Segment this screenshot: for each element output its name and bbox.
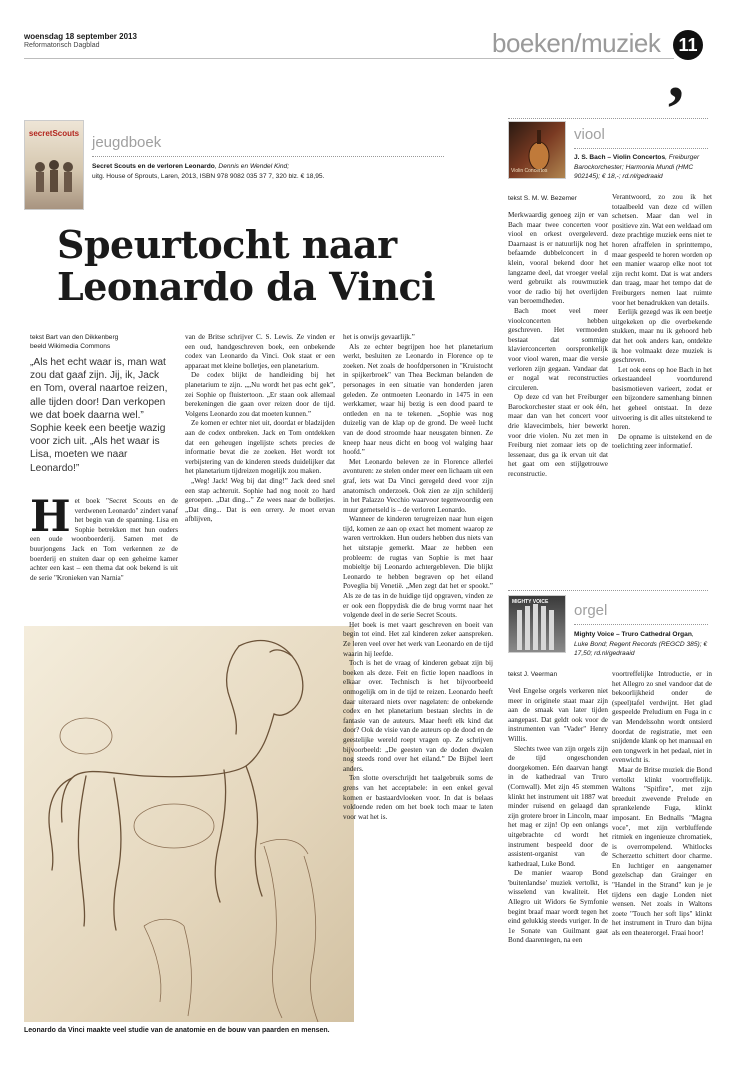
book-info-authors: , Dennis en Wendel Kind; bbox=[214, 163, 290, 170]
viool-section-label: viool bbox=[574, 126, 605, 143]
orgel-divider bbox=[574, 624, 708, 625]
book-section-label: jeugdboek bbox=[92, 134, 162, 151]
orgel-top-divider bbox=[508, 590, 708, 591]
paragraph: Toch is het de vraag of kinderen gebaat zijn bij boeken als deze. Feit en fictie lopen naadloos in elkaar over. Technisch is het bijvoorbeeld onmogelijk om in de tijd te reizen. Leonardo heeft daar uiteraard niets over nagelaten: de onbekende codex en het planetarium bestaan slechts in de fantasie van de auteurs. Maar heeft elk kind dat door? Ook de visie van de auteurs op de dood en de geestelijke wereld roept vragen op. Ze schrijven bijvoorbeeld: „De geesten van de doden dwalen nog steeds rond over het eiland.” De Bijbel leert anders. bbox=[343, 659, 493, 773]
pull-quote: „Als het echt waar is, man wat zou dat gaaf zijn. Jij, ik, Jack en Tom, overal naartoe reizen, alle tijden door! Dan verkopen we dat boek daarna wel.” Sophie keek een beetje wazig voor zich uit. „Als het waar is Lisa, moeten we naar Leonardo!” bbox=[30, 357, 168, 474]
paragraph: De manier waarop Bond 'buitenlandse' muziek vertolkt, is wisselend van kwaliteit. Het Allegro uit Widors 6e Symfonie begint braaf maar wordt tegen het eind gelukkig steeds vuriger. In de 1e Sonate van Guilmant gaat Bond daarentegen, na een bbox=[508, 869, 608, 945]
orgel-cd-title: MIGHTY VOICE bbox=[512, 599, 549, 605]
orgel-byline: tekst J. Veerman bbox=[508, 671, 558, 678]
section-title: boeken/muziek bbox=[492, 28, 661, 58]
book-column-3 bbox=[343, 333, 493, 822]
page-number-badge: 11 bbox=[673, 30, 703, 60]
byline-image: beeld Wikimedia Commons bbox=[30, 343, 111, 350]
book-column-2 bbox=[185, 333, 335, 525]
viool-info-rest: , Freiburger Barockorchester; Harmonia Mundi (HMC 902145); € 18,-; rd.nl/gedraaid bbox=[574, 154, 700, 180]
paragraph: Veel Engelse orgels verkeren niet meer in originele staat maar zijn aan de smaak van later tijden aangepast. Dat geldt ook voor de instrumenten van "Vader" Henry Willis. bbox=[508, 687, 608, 743]
publication-date: woensdag 18 september 2013 bbox=[24, 32, 137, 41]
horse-sketch-drawing bbox=[24, 626, 354, 1022]
paragraph: het is onwijs gevaarlijk.” bbox=[343, 333, 415, 341]
paragraph: Op deze cd van het Freiburger Barockorchester staat er ook één, maar dan van het concert voor drie klavecimbels, hier bewerkt voor drie violen. Nu zet men in Freiburg niet zomaar iets op de lessenaar, dus ga ik ervan uit dat het gaat om een stijlgetrouwe reconstructie. bbox=[508, 393, 608, 479]
paragraph: van de Britse schrijver C. S. Lewis. Ze vinden er een oud, handgeschreven boek, een onbekende codex van Leonardo da Vinci. Ook staat er een apparaat met kleine bolletjes, een planetarium. bbox=[185, 333, 335, 370]
orgel-section-label: orgel bbox=[574, 602, 608, 619]
paragraph: Wanneer de kinderen terugreizen naar hun eigen tijd, komen ze aan op exact het moment waarop ze waren vertrokken. Hun ouders hebben dus niets van het uitstapje gemerkt. Maar ze hebben een probleem: de rugtas van Sophie is met haar mobieltje bij Leonardo achtergebleven. Die blijkt Leonardo te hebben begraven op het eiland Poveglia bij Venetië. „Men zegt dat het er spookt.” Als ze de tas in de huidige tijd opgraven, vinden ze er ook een floppydisk die de brug vormt naar het volgende deel in de serie Secret Scouts. bbox=[343, 515, 493, 620]
paragraph: Eerlijk gezegd was ik een beetje uitgekeken op die overbekende stukken, maar nu ik gehoord heb dat het ook anders kan, ontdekte ik hoe volmaakt deze muziek is geschreven. bbox=[612, 308, 712, 365]
orgel-column-2 bbox=[612, 670, 712, 939]
paragraph: Bach moet veel meer vioolconcerten hebben geschreven. Het vermoeden bestaat dat sommige klavierconcerten oorspronkelijk voor viool waren, maar die versie verloren zijn gegaan. Vandaar dat er nogal wat reconstructies circuleren. bbox=[508, 306, 608, 392]
viool-cd-cover bbox=[508, 121, 566, 179]
book-cover-image bbox=[24, 120, 84, 210]
publication-name: Reformatorisch Dagblad bbox=[24, 42, 100, 49]
image-caption: Leonardo da Vinci maakte veel studie van de anatomie en de bouw van paarden en mensen. bbox=[24, 1027, 330, 1034]
viool-divider bbox=[574, 148, 708, 149]
paragraph: et boek "Secret Scouts en de verdwenen Leonardo" zindert vanaf het begin van de spanning. Lisa en Sophie betrekken met hun ouders een oude woonboerderij. Samen met de buurjongens Jack en Tom verkennen ze de boerderij en stuiten daar op een geheime kamer achter een kast – een thema dat ook bekend is uit de serie "Kronieken van Narnia" bbox=[30, 497, 178, 582]
book-info bbox=[92, 162, 444, 181]
viool-info-title: J. S. Bach – Violin Concertos bbox=[574, 154, 666, 161]
viool-cd-title: Violin Concertos bbox=[511, 168, 548, 174]
orgel-cd-cover bbox=[508, 595, 566, 653]
viool-byline: tekst S. M. W. Bezemer bbox=[508, 195, 577, 202]
orgel-info-rest: , Luke Bond; Regent Records (REGCD 385); € 17,50; rd.nl/gedraaid bbox=[574, 631, 708, 657]
viool-column-1 bbox=[508, 211, 608, 480]
orgel-column-1 bbox=[508, 687, 608, 946]
paragraph: De codex blijkt de handleiding bij het planetarium te zijn. „„Nu wordt het pas echt gek”, zei Sophie op fluistertoon. „Er staan ook allemaal berekeningen die gaan over reizen door de tijd. Volgens Leonardo zou dat moeten kunnen.” bbox=[185, 371, 335, 418]
orgel-info bbox=[574, 630, 708, 659]
orgel-info-title: Mighty Voice – Truro Cathedral Organ bbox=[574, 631, 692, 638]
header-divider bbox=[24, 58, 674, 59]
book-info-publisher: uitg. House of Sprouts, Laren, 2013, ISBN 978 9082 035 37 7, 320 blz. € 18,95. bbox=[92, 172, 325, 180]
paragraph: De opname is uitstekend en de toelichting zeer informatief. bbox=[612, 432, 712, 451]
paragraph: Let ook eens op hoe Bach in het orkestaandeel voortdurend basismotieven varieert, zodat er een bijzondere samenhang binnen het geheel ontstaat. In deze uitvoering is dit alles uitstekend te horen. bbox=[612, 365, 712, 432]
paragraph: voortreffelijke Introductie, er in het Allegro zo snel vandoor dat de bekoorlijkheid onder de (speel)tafel verdwijnt. Het glad gespeelde Preludium en Fuga in c van Mendelssohn wordt ontsierd doordat de registratie, met een snijdende klank op het manuaal en een tongwerk in het pedaal, niet in evenwicht is. bbox=[612, 670, 712, 765]
comma-logo-icon: , bbox=[668, 40, 684, 111]
leonardo-horse-sketch bbox=[24, 626, 354, 1022]
viool-info bbox=[574, 153, 708, 182]
paragraph: Maar de Britse muziek die Bond vertolkt klinkt voortreffelijk. Waltons "Spitfire", met zijn breeduit zwevende Prelude en sprankelende Fuga, klinkt imposant. En Bednalls "Magna voce", met zijn verbluffende ritmiek en ingenieuze chromatiek, is overrompelend. Whitlocks Scherzetto schittert door charme. En luchtiger en aangenamer gezelschap dan Grainger en "Handel in the Strand" kun je je tijdens een dagje Londen niet wensen. Net zoals in Waltons zoete "Touch her soft lips" klinkt het instrument in Truro dan bijna als een theaterorgel. Fraai hoor! bbox=[612, 765, 712, 938]
paragraph: Het boek is met vaart geschreven en boeit van begin tot eind. Het zal kinderen zeker aanspreken. Ze leren veel over het werk van Leonardo en de tijd waarin hij leefde. bbox=[343, 620, 493, 658]
book-info-title: Secret Scouts en de verloren Leonardo bbox=[92, 163, 215, 170]
paragraph: Als ze echter begrijpen hoe het planetarium werkt, besluiten ze Leonardo in Florence op te zoeken. Net zoals de hoofdpersonen in "Kruistocht in spijkerbroek" van Thea Beckman belanden de personages in een situatie van honderden jaren geleden. Ze ontmoeten Leonardo in 1475 in een werkkamer, waar hij bezig is een dood paard te ontleden en na te tekenen. „Sophie was nog duizelig van de klap op de grond. De weeë lucht van de dood stroomde haar neusgaten binnen. Ze kneep haar neus dicht en boog vol walging haar hoofd.” bbox=[343, 342, 493, 457]
paragraph: Merkwaardig genoeg zijn er van Bach maar twee concerten voor viool en orkest overgeleverd. Daarnaast is er natuurlijk nog het befaamde dubbelconcert in d klein, vooral bekend door het langzame deel, dat vroeger veelal werd gebruikt als rouwmuziek voor de radio bij het overlijden van beroemdheden. bbox=[508, 211, 608, 306]
paragraph: Slechts twee van zijn orgels zijn de tijd ongeschonden doorgekomen. Eén daarvan hangt in de kathedraal van Truro (Cornwall). Met zijn 45 stemmen klinkt het instrument uit 1887 wat minder ruisend en gelaagd dan zijn grotere broer in Lincoln, maar het mag er zijn! Op een onlangs uitgebrachte cd wordt het instrument bespeeld door de assistent-organist van de kathedraal, Luke Bond. bbox=[508, 744, 608, 868]
paragraph: Ze komen er echter niet uit, doordat er bladzijden aan de codex ontbreken. Jack en Tom ontdekken dat een geheugen ingelijste schets precies de informatie bevat die ze zoeken. Het wordt tot verbijstering van de kinderen steeds duidelijker dat het planetarium tijdreizen mogelijk zou maken. bbox=[185, 419, 335, 476]
book-cover-illustration bbox=[25, 147, 83, 207]
drop-cap: H bbox=[30, 492, 71, 542]
paragraph: Ten slotte overschrijdt het taalgebruik soms de grens van het acceptabele: in een enkel geval komen er bastaardvloeken voor. In dat is belaas voldoende reden om het boek toch maar te laten voor wat het is. bbox=[343, 774, 493, 821]
book-cover-title: secretScouts bbox=[28, 129, 80, 138]
book-byline bbox=[30, 333, 170, 351]
article-headline: Speurtocht naar Leonardo da Vinci bbox=[57, 222, 436, 309]
viool-top-divider bbox=[508, 118, 708, 119]
paragraph: Met Leonardo beleven ze in Florence allerlei avonturen: ze stelen onder meer een lichaam uit een graf, iets wat Da Vinci geregeld deed voor zijn anatomisch onderzoek. Ook zien ze zijn schilderij in het Palazzo Vecchio waarvoor tegenwoordig een muur gemetseld is – de verloren Leonardo. bbox=[343, 457, 493, 514]
book-column-1 bbox=[30, 492, 178, 583]
byline-text: tekst Bart van den Dikkenberg bbox=[30, 334, 119, 341]
paragraph: „Weg! Jack! Weg bij dat ding!” Jack deed snel een stap achteruit. Sophie had nog nooit zo hard geroepen. „Dat ding...” Ze wees naar de bolletjes. „Dat ding... Dat is een orrery. Je moet ervan afblijven, bbox=[185, 476, 335, 524]
viool-column-2 bbox=[612, 193, 712, 452]
book-divider bbox=[92, 156, 444, 157]
paragraph: Verantwoord, zo zou ik het totaalbeeld van deze cd willen schetsen. Maar dan wel in positieve zin. Wat een weldaad om deze prachtige muziek eens niet te horen afraffelen in sprinttempo, maar gespeeld te horen worden op een manier waarop elke noot tot zijn recht komt. Dat is wat anders dan traag, maar het tempo dat de Freiburgers nemen laat ruimte voor het benadrukken van details. bbox=[612, 193, 712, 307]
